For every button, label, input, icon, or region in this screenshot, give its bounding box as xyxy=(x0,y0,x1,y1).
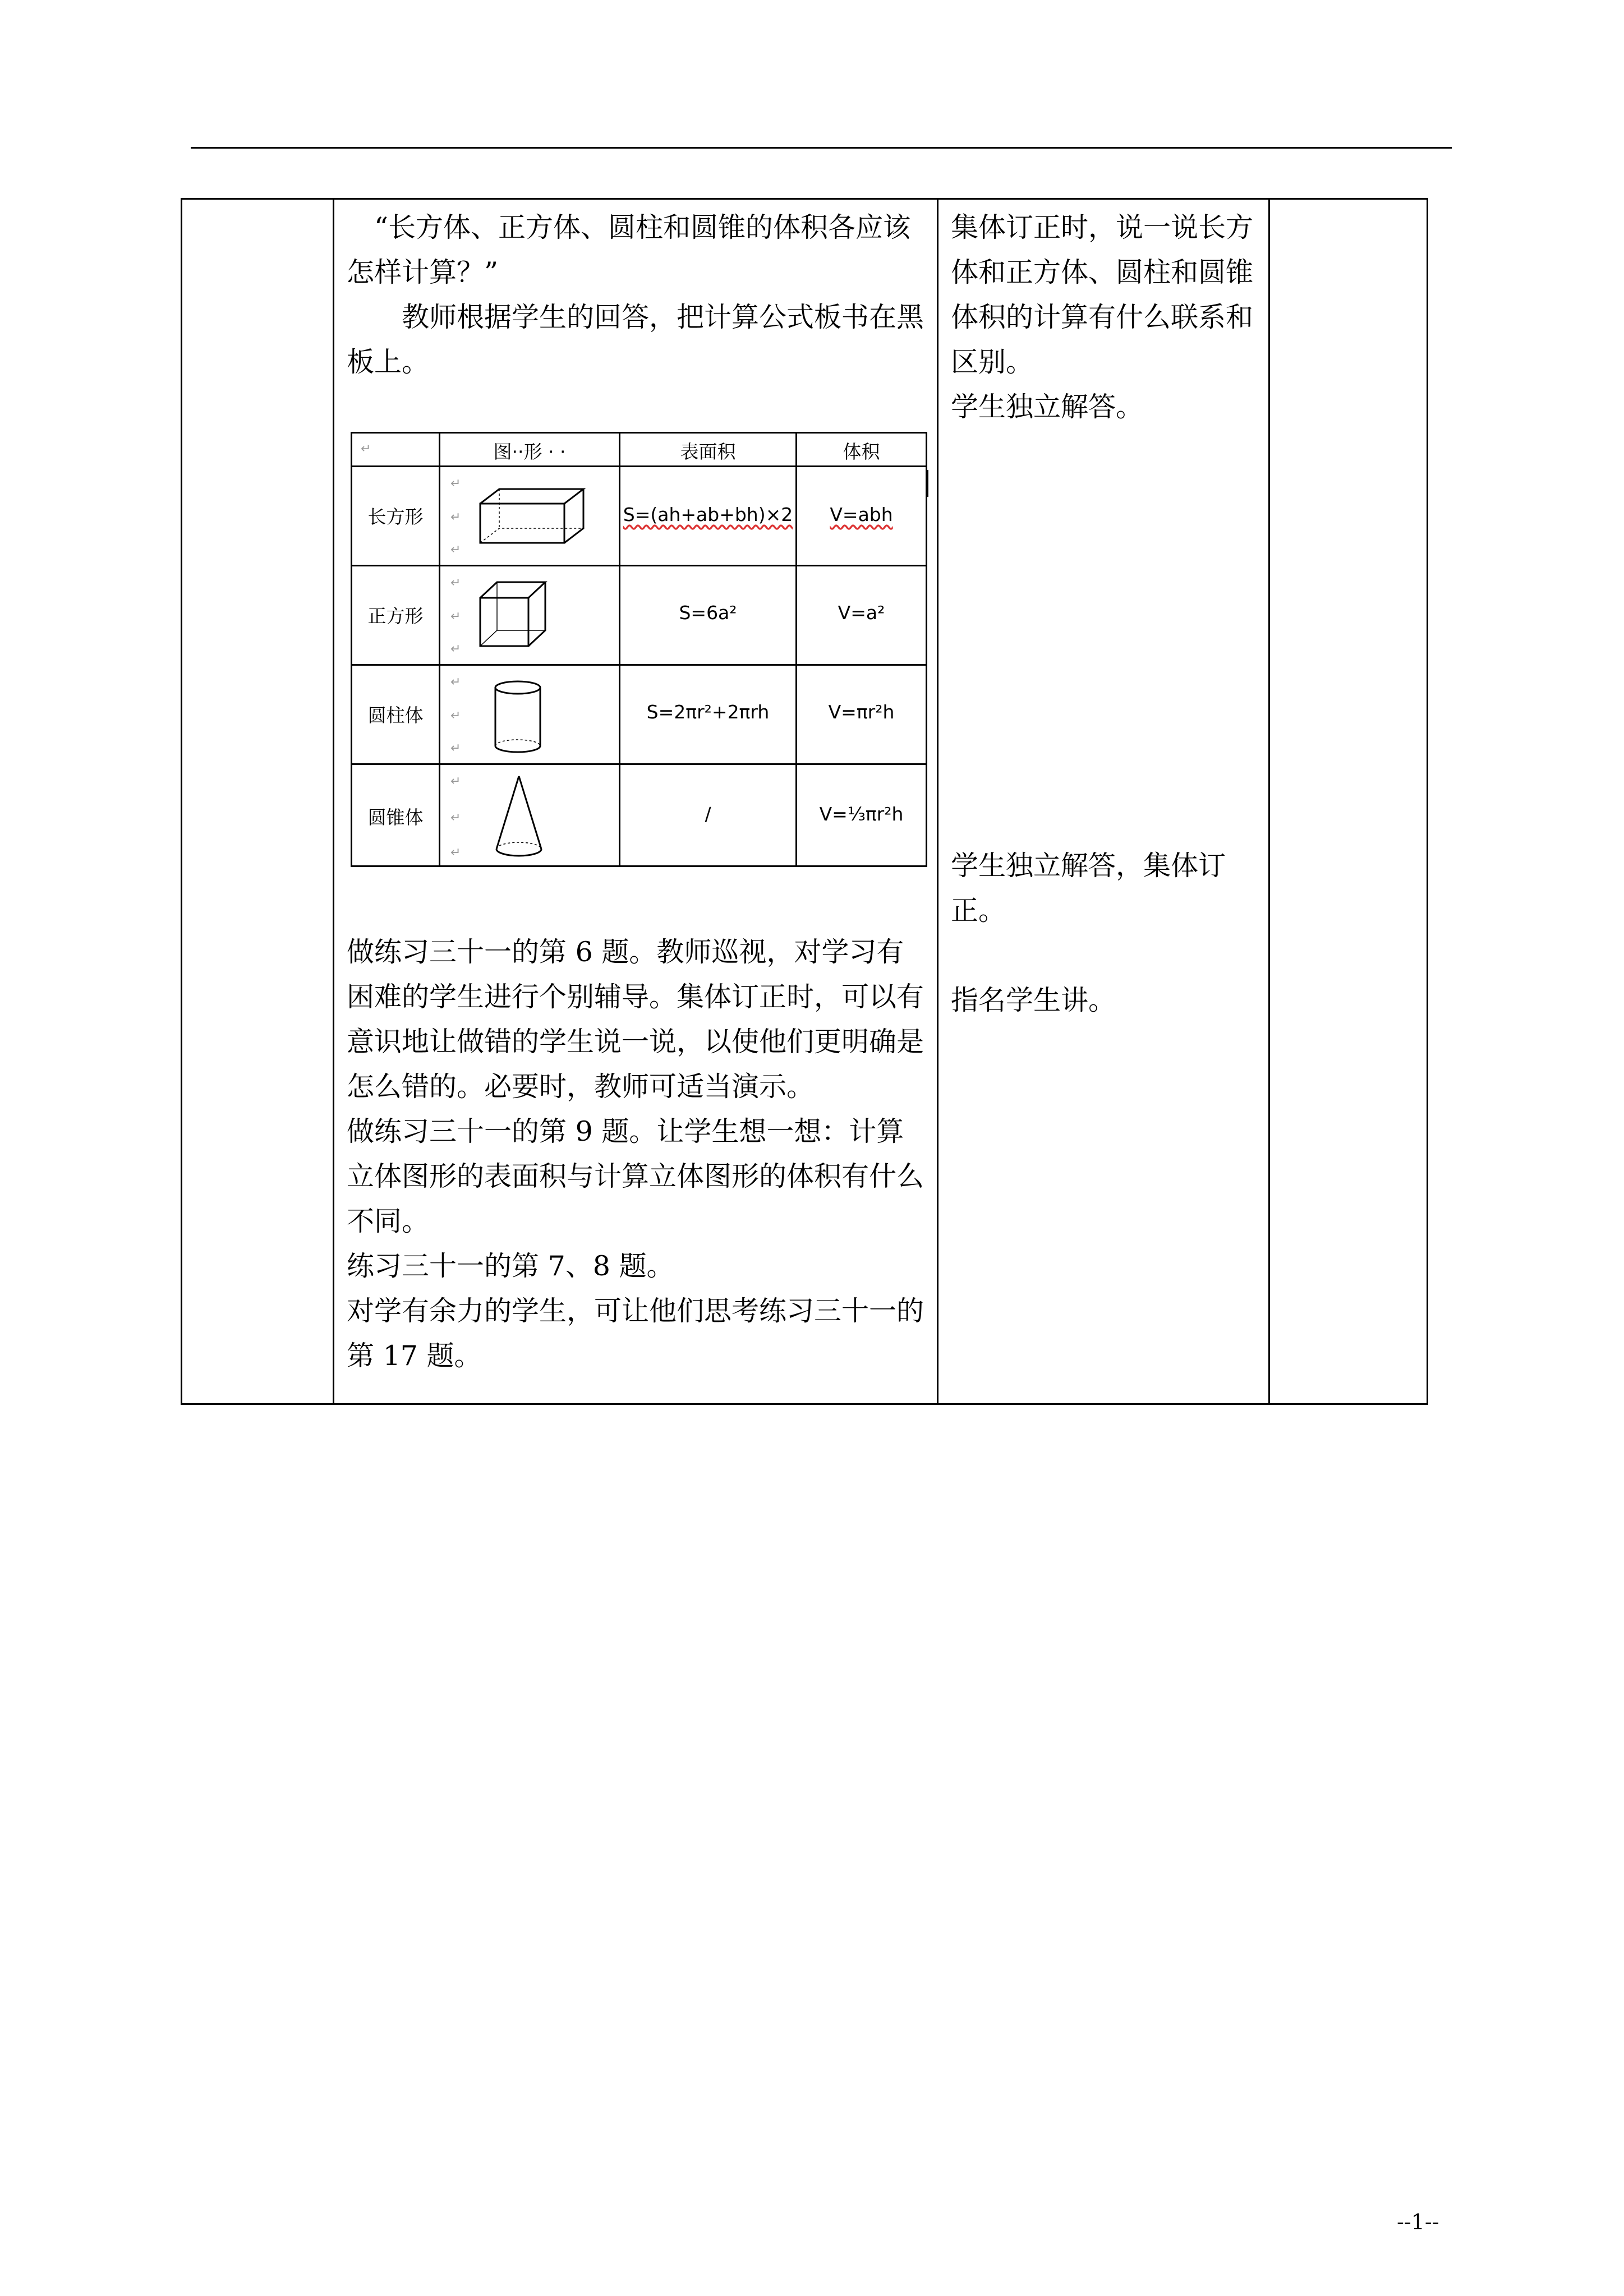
question-paragraph: “长方体、正方体、圆柱和圆锥的体积各应该怎样计算？” xyxy=(347,211,911,288)
student-note-1: 集体订正时，说一说长方体和正方体、圆柱和圆锥体积的计算有什么联系和区别。 xyxy=(951,211,1254,378)
student-note-4: 指名学生讲。 xyxy=(951,984,1116,1016)
student-note-3: 学生独立解答，集体订正。 xyxy=(951,850,1226,926)
header-shape: 图··形 · · xyxy=(493,441,566,463)
row-name-cube: 正方形 xyxy=(367,605,424,627)
cuboid-volume: V=abh xyxy=(830,504,893,525)
student-activity-cell xyxy=(951,205,1254,430)
row-name-cylinder: 圆柱体 xyxy=(367,704,424,726)
student-activity-cell-lower xyxy=(951,843,1254,1023)
cuboid-surface-area: S=(ah+ab+bh)×2 xyxy=(623,504,793,525)
cuboid-icon xyxy=(477,486,589,547)
cylinder-volume: V=πr²h xyxy=(828,701,895,723)
teacher-activity-cell xyxy=(347,205,927,385)
cone-volume: V=⅓πr²h xyxy=(819,803,904,825)
cube-volume: V=a² xyxy=(838,602,885,624)
header-rule xyxy=(191,147,1452,149)
exercise-17-paragraph: 对学有余力的学生，可让他们思考练习三十一的第 17 题。 xyxy=(347,1295,924,1372)
cylinder-icon xyxy=(490,679,546,757)
cube-surface-area: S=6a² xyxy=(679,602,737,624)
column-divider xyxy=(937,200,938,1403)
cone-icon xyxy=(491,773,547,860)
board-paragraph: 教师根据学生的回答，把计算公式板书在黑板上。 xyxy=(347,301,924,378)
exercise-6-paragraph: 做练习三十一的第 6 题。教师巡视，对学习有困难的学生进行个别辅导。集体订正时，可以有意识地让做错的学生说一说，以使他们更明确是怎么错的。必要时，教师可适当演示。 xyxy=(347,936,924,1103)
header-volume: 体积 xyxy=(843,441,880,463)
exercise-9-paragraph: 做练习三十一的第 9 题。让学生想一想：计算立体图形的表面积与计算立体图形的体积有什么不同。 xyxy=(347,1115,924,1237)
header-surface-area: 表面积 xyxy=(680,441,736,463)
text-cursor xyxy=(926,470,928,497)
cube-icon xyxy=(477,579,550,649)
column-divider xyxy=(333,200,334,1403)
page-number: --1-- xyxy=(1397,2210,1439,2234)
row-name-cone: 圆锥体 xyxy=(367,806,424,828)
teacher-activity-cell-lower xyxy=(347,930,927,1378)
row-name-cuboid: 长方形 xyxy=(367,506,424,528)
student-note-2: 学生独立解答。 xyxy=(951,391,1144,423)
exercise-7-8-paragraph: 练习三十一的第 7、8 题。 xyxy=(347,1250,674,1282)
column-divider xyxy=(1268,200,1270,1403)
cylinder-surface-area: S=2πr²+2πrh xyxy=(646,701,770,723)
cone-surface-area: / xyxy=(705,803,711,825)
formula-table: ↵ 图··形 · · 表面积 体积 长方形 ↵ ↵ ↵ S=(ah+ab+bh)×2 V=abh 正方形 ↵ ↵ ↵ S=6a² V=a² 圆柱体 ↵ ↵ ↵ S=2πr²+2πrh V=πr²h 圆锥体 ↵ ↵ ↵ / V=⅓πr²h xyxy=(351,432,927,867)
